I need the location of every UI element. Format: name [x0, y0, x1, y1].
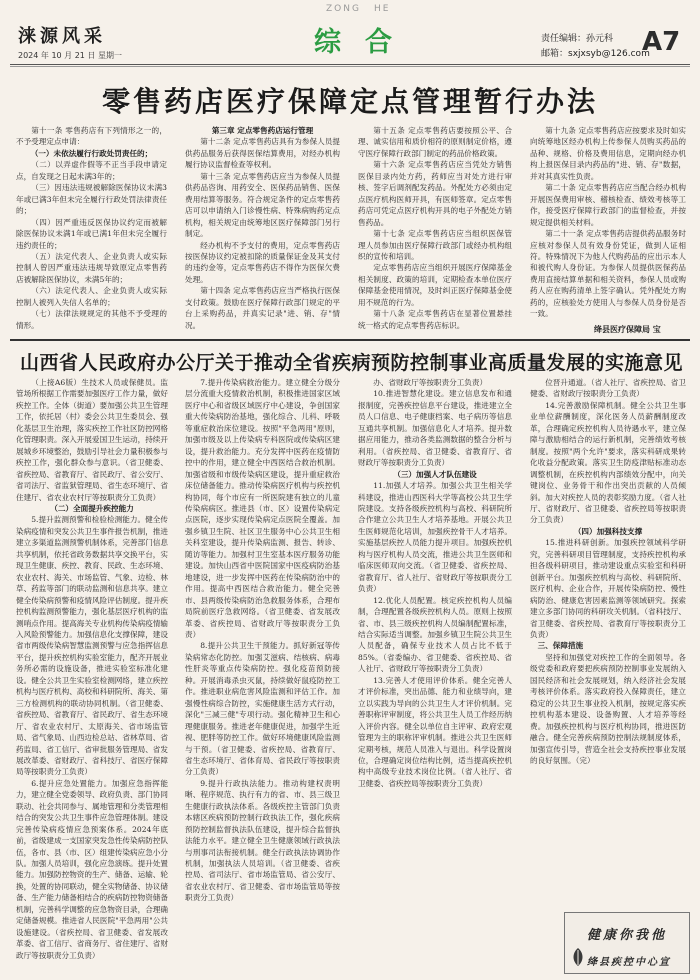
section-pinyin-he: HE: [374, 4, 391, 14]
paragraph: 6.提升应急处置能力。加强应急指挥能力，建立健全党委领导、政府负责、部门协同联动、社会共同参与、属地管理和分类管理相结合的突发公共卫生事件应急管理体制。建设完善传染病疫情应急预案体系。2024年底前，省级建成一支国家突发急性传染病防控队伍，各市、县（市、区）组建传染病应急小分队。加强人员培训，强化应急演练。提升处置能力。加强防控物资的生产、储备、运输、轮换，处置的协同联动，健全实物储备、协议储备、生产能力储备相结合的疾病防控物资储备机制，完善科学调整的应急物资目录，合理确定储备规模。推进省人民医院"平急两用"公共设施建设。（省疾控局、省卫健委、省发展改革委、省工信厅、省商务厅、省住建厅、省财政厅等按职责分工负责）: [16, 778, 168, 960]
article1-column-3: [358, 125, 512, 335]
article1-column-1: [16, 125, 167, 335]
article2-column-3: [358, 377, 512, 973]
paragraph: 三、保障措施: [537, 641, 584, 651]
article2-column-2: [185, 377, 340, 973]
paragraph: 15.推进科研创新。加强疾控领域科学研究，完善科研项目管理制度，支持疾控机构承担各级科研项目，推动建设重点实验室和科研创新平台。加强疾控机构与高校、科研院所、医疗机构、企业合作，开展传染病防控、慢性病防治、健康危害因素监测等领域研究。探索建立多部门协同的科研攻关机制。（省科技厅、省卫健委、省疾控局、省教育厅等按职责分工负责）: [530, 538, 686, 639]
paragraph: 第二十一条 定点零售药店提供药品服务时应核对参保人员有效身份凭证，做到人证相符。特殊情况下为他人代购药品的应出示本人和被代购人身份证。为参保人员提供医保药品费用直接结算单据和相关资料，参保人员或购药人应在购药清单上签字确认。凭外配处方购药的，应核验处方使用人与参保人员身份是否一致。: [530, 229, 686, 319]
paragraph: （二）全面提升疾控能力: [50, 503, 134, 513]
paragraph: 12.优化人员配置。核定疾控机构人员编制，合理配置各级疾控机构人员。原则上按照省、市、县三级疾控机构人员编制配置标准，结合实际适当调整。加强乡镇卫生院公共卫生人员配备，确保专业技术人员占比不低于85%。（省委编办、省卫健委、省疾控局、省人社厅、省财政厅等按职责分工负责）: [358, 595, 512, 674]
paragraph: 第十二条 定点零售药店具有为参保人员提供药品服务后获得医保结算费用，对经办机构履行协议监督检查等权利。: [185, 137, 340, 170]
paragraph: 办、省财政厅等按职责分工负责）: [373, 378, 488, 387]
page-number: A7: [642, 27, 681, 57]
paragraph: 坚持和加强党对疾控工作的全面领导。各级党委和政府要把疾病预防控制事业发展纳入国民经济和社会发展规划，纳入经济社会发展考核评价体系。落实政府投入保障责任，建立稳定的公共卫生事业投入机制，按规定落实疾控机构基本建设、设备购置、人才培养等经费。加强疾控机构与医疗机构协同，推进医防融合。健全完善疾病预防控制法规制度体系，加强宣传引导，营造全社会支持疾控事业发展的良好氛围。（完）: [530, 652, 686, 765]
paragraph: （三）加强人才队伍建设: [393, 469, 477, 479]
paragraph: 第十五条 定点零售药店要按照公平、合理、诚实信用和质价相符的原则制定价格，遵守医疗保障行政部门制定的药品价格政策。: [358, 126, 512, 158]
masthead-rule: [10, 64, 690, 65]
paragraph: 第十九条 定点零售药店应按要求及时如实向统筹地区经办机构上传参保人员购买药品的品种、规格、价格及费用信息，定期向经办机构上报医保目录内药品的"进、销、存"数据，并对其真实性负责。: [530, 126, 686, 181]
paragraph: 第十七条 定点零售药店应当组织医保管理人员参加由医疗保障行政部门或经办机构组织的宣传和培训。: [358, 229, 512, 261]
paragraph: 第三章 定点零售药店运行管理: [211, 126, 314, 135]
paragraph: （七）法律法规规定的其他不予受理的情形。: [16, 309, 167, 330]
health-slogan: 健康你我他: [586, 928, 667, 943]
editor-email[interactable]: 邮箱：sxjxsyb@126.com: [541, 49, 650, 59]
issue-date: 2024 年 10 月 21 日 星期一: [18, 51, 122, 60]
paragraph: 第十一条 零售药店有下列情形之一的，不予受理定点申请：: [16, 126, 167, 147]
health-org: 绛县疾控中心宣: [587, 957, 671, 968]
leaf-icon: [571, 947, 585, 967]
article1-column-2: [185, 125, 340, 335]
paragraph: 7.提升传染病救治能力。建立健全分级分层分流重大疫情救治机制，积极推进国家区域医疗中心和省级区域医疗中心建设，争创国家重大传染病防治基地，强化综合、儿科、呼吸等重症救治床位建设。按照"平急两用"原则，加强市级及以上传染病专科医院或传染病区建设，提升救治能力。充分发挥中医药在疫情防控中的作用，建立健全中西医结合救治机制。加强省级和市级传染病区建设，提升重症救治床位储备能力。推动传染病医疗机构与疾控机构协同，每个市应有一所医院建有独立的儿童传染病病区。推进县（市、区）设置传染病定点医院，逐步实现传染病定点医院全覆盖。加强乡镇卫生院、社区卫生服务中心公共卫生相关科室建设，提升传染病监测、报告、转诊、随访等能力。加强村卫生室基本医疗服务功能建设。加快山西省中医院国家中医疫病防治基地建设，进一步发挥中医药在传染病防治中的作用。提高中西医结合救治能力。健全完善市、县两级传染病防治急救服务体系，合理布局院前医疗急救网络。（省卫健委、省发展改革委、省疾控局、省财政厅等按职责分工负责）: [185, 378, 340, 639]
paragraph: （五）法定代表人、企业负责人或实际控制人曾因严重违法违规导致原定点零售药店被解除医保协议，未满5年的；: [16, 251, 167, 284]
paragraph: 位晋升通道。（省人社厅、省疾控局、省卫健委、省财政厅按职责分工负责）: [530, 378, 686, 399]
masthead: [10, 0, 690, 64]
paragraph: 经办机构不予支付的费用，定点零售药店按医保协议约定被扣除的质量保证金及其支付的违约金等，定点零售药店不得作为医保欠费处理。: [185, 240, 340, 284]
section-pinyin-zong: ZONG: [326, 4, 361, 14]
section-title: 综合: [314, 27, 416, 58]
article1-headline: 零售药店医疗保障定点管理暂行办法: [101, 85, 598, 118]
paragraph: 第十六条 定点零售药店应当凭处方销售医保目录内处方药，药师应当对处方进行审核、签字后调剂配发药品。外配处方必须由定点医疗机构医师开具，有医师签章。定点零售药店可凭定点医疗机构开具的电子外配处方销售药品。: [358, 160, 512, 227]
paragraph: 第十四条 定点零售药店应当严格执行医保支付政策。鼓励在医疗保障行政部门规定的平台上采购药品，并真实记录"进、销、存"情况。: [185, 286, 340, 330]
paragraph: 10.推进智慧化建设。建立信息发布和通报制度，完善疾控信息平台建设，推进建立全员人口信息、电子健康档案、电子病历等信息互通共享机制。加强信息化人才培养。提升数据应用能力，推动各类监测数据的整合分析与利用。（省疾控局、省卫健委、省教育厅、省财政厅等按职责分工负责）: [358, 389, 512, 468]
health-slogan-box: [564, 912, 690, 974]
paragraph: （一）未依法履行行政处罚责任的；: [30, 148, 153, 158]
paragraph: 11.加强人才培养。加强公共卫生相关学科建设，推进山西医科大学等高校公共卫生学院建设。支持各级疾控机构与高校、科研院所合作建立公共卫生人才培养基地。开展公共卫生医师规范化培训，加强疾控骨干人才培养。实施基层疾控人员能力提升项目。加强疾控机构与医疗机构人员交流，推进公共卫生医师和临床医师双向交流。（省卫健委、省疾控局、省教育厅、省人社厅、省财政厅等按职责分工负责）: [358, 481, 512, 594]
paragraph: 9.提升行政执法能力。推动构建权责明晰、程序规范、执行有力的省、市、县三级卫生健康行政执法体系。各级疾控主管部门负责本辖区疾病预防控制行政执法工作，强化疾病预防控制监督执法队伍建设，提升综合监督执法能力水平。建立健全卫生健康领域行政执法与刑事司法衔接机制。健全行政执法协调协作机制，加强执法人员培训。（省卫健委、省疾控局、省司法厅、省市场监管局、省公安厅、省农业农村厅、省卫健委、省市场监管局等按职责分工负责）: [185, 778, 340, 903]
paragraph: 5.提升监测预警和检验检测能力。健全传染病疫情和突发公共卫生事件报告机制，推进建立多渠道监测预警机制体系，完善部门信息共享机制，依托省政务数据共享交换平台，实现卫生健康、疾控、教育、民政、生态环境、农业农村、海关、市场监管、气象、边检、林草、药监等部门的联动监测和信息共享。建立健全传染病预警和疫情风险评估制度。提升疾控机构监测预警能力，强化基层医疗机构的监测哨点作用。提高海关专业机构传染病疫情输入风险预警能力。加强信息化支撑保障，建设省市两级传染病智慧监测预警与应急指挥信息平台，提升疾控机构实验室能力，配齐开展业务所必需的设施设备，推进实验室标准化建设。健全公共卫生实验室检测网络，建立疾控机构与医疗机构、高校和科研院所、海关、第三方检测机构的联动协同机制。（省卫健委、省疾控局、省教育厅、省民政厅、省生态环境厅、省农业农村厅、太原海关、省市场监管局、省气象局、山西边检总站、省林草局、省药监局、省工信厅、省审批服务管理局、省发展改革委、省财政厅、省科技厅、省医疗保障局等按职责分工负责）: [16, 515, 168, 777]
paragraph: 第二十条 定点零售药店应当配合经办机构开展医保费用审核、稽核检查、绩效考核等工作，接受医疗保障行政部门的监督检查，并按规定提供相关材料。: [530, 183, 686, 227]
article1-source: 绛县医疗保障局 宝: [594, 325, 661, 334]
masthead-rule-thin: [10, 66, 690, 67]
article2-column-4: [530, 377, 686, 905]
paragraph: 第十八条 定点零售药店在显著位置悬挂统一格式的定点零售药店标识。: [358, 309, 512, 330]
paragraph: （四）因严重违反医保协议约定而被解除医保协议未满1年或已满1年但未完全履行违约责任的；: [16, 217, 167, 250]
article2-headline: 山西省人民政府办公厅关于推动全省疾病预防控制事业高质量发展的实施意见: [20, 352, 684, 374]
paper-brand: 涞源风采: [18, 26, 106, 47]
paragraph: 13.完善人才使用评价体系。健全完善人才评价标准，突出品德、能力和业绩导向，建立以实践为导向的公共卫生人才评价机制。完善职称评审制度，将公共卫生人员工作经历纳入评价内容。健全以单位自主评审、政府宏观管理为主的职称评审机制。推进公共卫生医师定期考核，规范人员准入与退出。科学设置岗位，合理确定岗位结构比例，适当提高疾控机构中高级专业技术岗位比例。（省人社厅、省卫健委、省疾控局等按职责分工负责）: [358, 675, 512, 788]
paragraph: 定点零售药店应当组织开展医疗保障基金相关制度、政策的培训，定期检查本单位医疗保障基金使用情况，及时纠正医疗保障基金使用不规范的行为。: [358, 263, 512, 307]
paragraph: （上接A6版）生技术人员或保健员。监管场所根据工作需要加强医疗工作力量，做好疾控工作。全体（街道）要加强公共卫生管理工作，依托居（村）委会公共卫生委员会、强化基层卫生治理，落实疾控工作社区防控网格化管理职责。深入开展爱国卫生运动，持续开展城乡环境整治，鼓励引导社会力量积极参与疾控工作，强化群众参与意识。（省卫健委、省疾控局、省教育厅、省民政厅、省公安厅、省司法厅、省监狱管理局、省生态环境厅、省住建厅、省农业农村厅等按职责分工负责）: [16, 378, 168, 502]
article-separator: [10, 339, 690, 341]
paragraph: （四）加强科技支撑: [573, 526, 643, 536]
paragraph: （三）因违法违规被解除医保协议未满3年或已满3年但未完全履行行政处罚法律责任的；: [16, 183, 167, 216]
paragraph: （六）法定代表人、企业负责人或实际控制人被列入失信人名单的；: [16, 286, 167, 307]
editor-credit: 责任编辑：孙元科: [541, 34, 614, 44]
paragraph: 14.完善激励保障机制。健全公共卫生事业单位薪酬制度，深化医务人员薪酬制度改革，合理确定疾控机构人员待遇水平，建立保障与激励相结合的运行新机制，完善绩效考核制度。按照"两个允许"要求，落实科研成果转化收益分配政策。落实卫生防疫津贴标准动态调整机制，在疾控机构内部绩效分配中，向关键岗位、业务骨干和作出突出贡献的人员倾斜。加大对疾控人员的表彰奖励力度。（省人社厅、省财政厅、省卫健委、省疾控局等按职责分工负责）: [530, 400, 686, 525]
article2-column-1: [16, 377, 168, 973]
paragraph: （二）以弄虚作假等不正当手段申请定点，自发现之日起未满3年的；: [16, 160, 167, 181]
paragraph: 8.提升公共卫生干预能力。抓好新冠等传染病常态化防控。加强艾滋病、结核病、病毒性肝炎等重点传染病防控。强化疫苗预防接种。开展消毒杀虫灭鼠，持续做好鼠疫防控工作。推进职业病危害风险监测和评估工作。加强慢性病综合防控，实施健康生活方式行动，深化"三减三健"专项行动。强化精神卫生和心理健康服务。推进老年健康促进，加强学生近视、肥胖等防控工作。做好环境健康风险监测与干预。（省卫健委、省疾控局、省教育厅、省生态环境厅、省体育局、省民政厅等按职责分工负责）: [185, 641, 340, 777]
paragraph: 第十三条 定点零售药店应当为参保人员提供药品咨询、用药安全、医保药品销售、医保费用结算等服务。符合规定条件的定点零售药店可以申请纳入门诊慢性病、特殊病购药定点机构，相关规定由统筹地区医疗保障部门另行制定。: [185, 171, 340, 239]
article1-column-4: [530, 125, 686, 321]
